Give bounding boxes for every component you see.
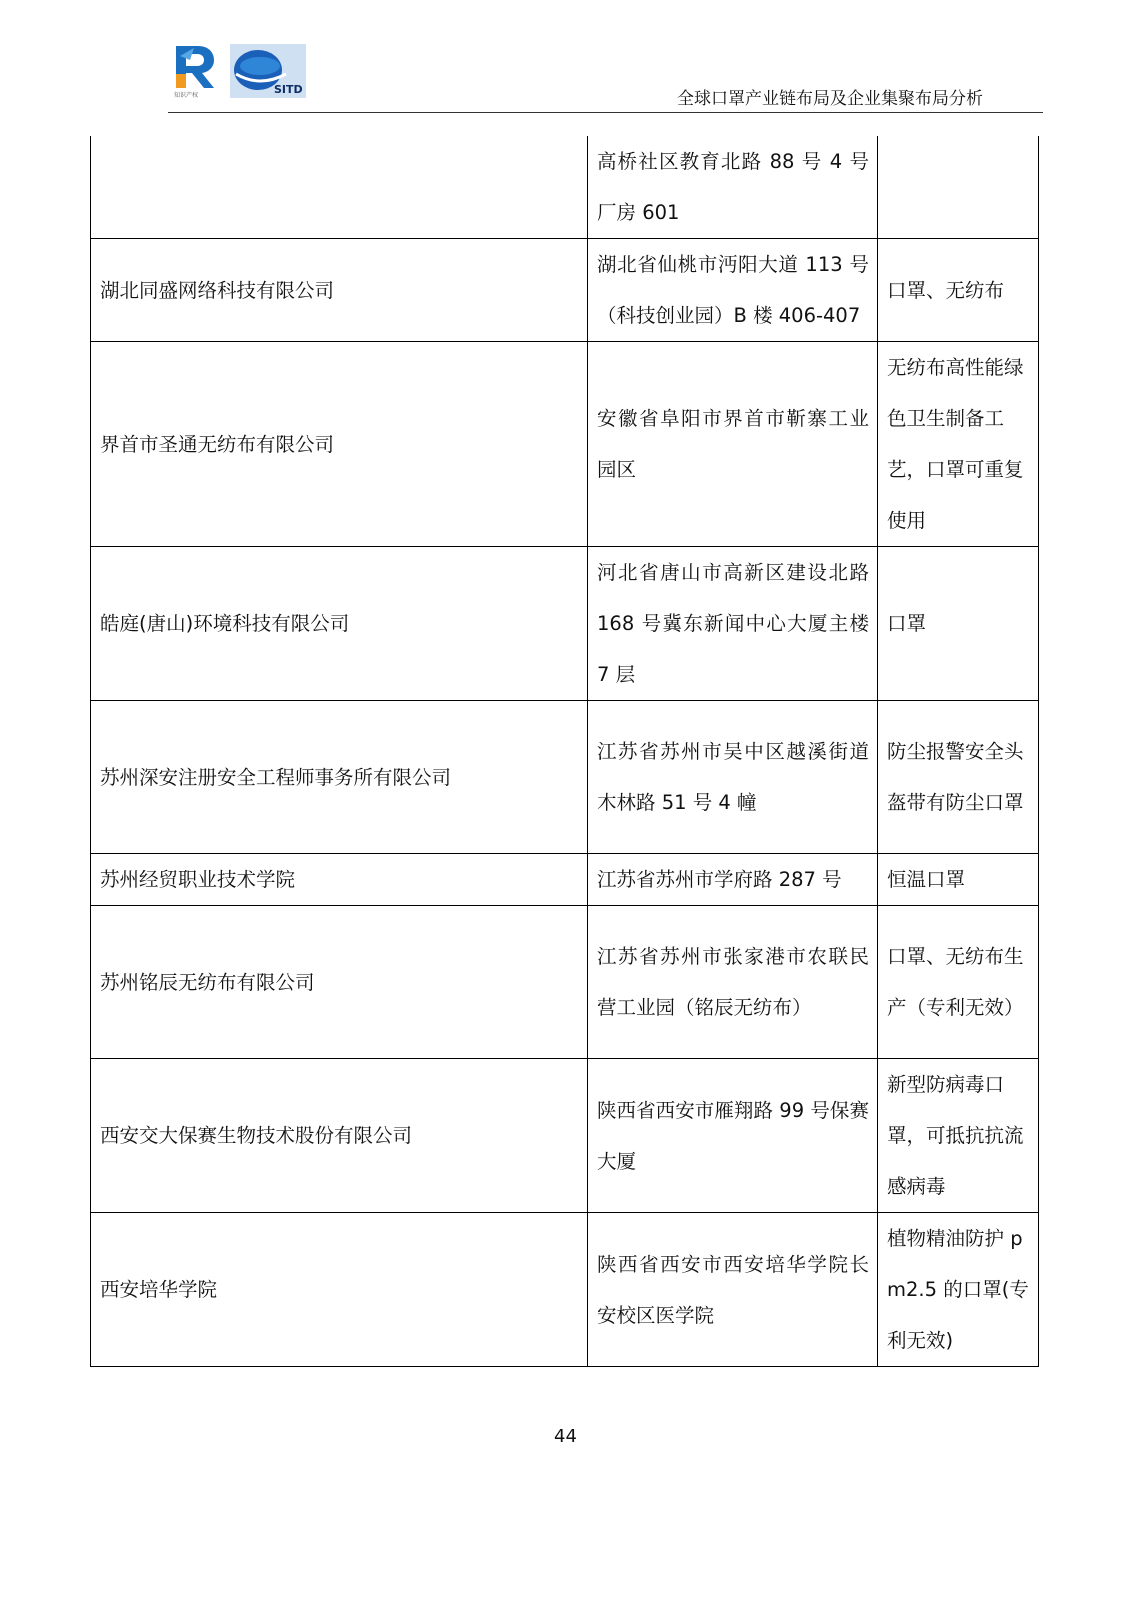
product-cell: 口罩 — [878, 547, 1039, 701]
product-cell — [878, 136, 1039, 239]
table-row — [91, 239, 1039, 342]
company-cell: 西安交大保赛生物技术股份有限公司 — [91, 1059, 588, 1213]
page-number: 44 — [554, 1426, 577, 1447]
table-row — [91, 1213, 1039, 1367]
table-row — [91, 136, 1039, 239]
company-cell: 皓庭(唐山)环境科技有限公司 — [91, 547, 588, 701]
company-cell: 苏州经贸职业技术学院 — [91, 854, 588, 906]
globe-logo-icon — [230, 44, 306, 98]
table-row — [91, 854, 1039, 906]
logo-caption: 知识产权 — [174, 92, 199, 99]
page-header — [168, 42, 1043, 114]
enterprise-table — [90, 136, 1039, 1367]
address-cell: 河北省唐山市高新区建设北路 168 号冀东新闻中心大厦主楼 7 层 — [588, 547, 878, 701]
document-title: 全球口罩产业链布局及企业集聚布局分析 — [677, 89, 983, 109]
address-cell: 江苏省苏州市张家港市农联民营工业园（铭辰无纺布） — [588, 906, 878, 1059]
table-row — [91, 906, 1039, 1059]
address-cell: 高桥社区教育北路 88 号 4 号厂房 601 — [588, 136, 878, 239]
product-cell: 新型防病毒口罩，可抵抗抗流感病毒 — [878, 1059, 1039, 1213]
logo2-text: SITD — [274, 83, 303, 96]
header-rule — [168, 112, 1043, 113]
company-cell: 西安培华学院 — [91, 1213, 588, 1367]
company-cell: 苏州深安注册安全工程师事务所有限公司 — [91, 701, 588, 854]
table-row — [91, 342, 1039, 547]
table-row — [91, 547, 1039, 701]
product-cell: 口罩、无纺布生产（专利无效） — [878, 906, 1039, 1059]
company-cell — [91, 136, 588, 239]
table-row — [91, 1059, 1039, 1213]
address-cell: 陕西省西安市西安培华学院长安校区医学院 — [588, 1213, 878, 1367]
address-cell: 江苏省苏州市吴中区越溪街道木林路 51 号 4 幢 — [588, 701, 878, 854]
product-cell: 无纺布高性能绿色卫生制备工艺，口罩可重复使用 — [878, 342, 1039, 547]
company-cell: 界首市圣通无纺布有限公司 — [91, 342, 588, 547]
company-cell: 苏州铭辰无纺布有限公司 — [91, 906, 588, 1059]
table-row — [91, 701, 1039, 854]
company-cell: 湖北同盛网络科技有限公司 — [91, 239, 588, 342]
address-cell: 江苏省苏州市学府路 287 号 — [588, 854, 878, 906]
address-cell: 湖北省仙桃市沔阳大道 113 号（科技创业园）B 楼 406-407 — [588, 239, 878, 342]
address-cell: 陕西省西安市雁翔路 99 号保赛大厦 — [588, 1059, 878, 1213]
address-cell: 安徽省阜阳市界首市靳寨工业园区 — [588, 342, 878, 547]
product-cell: 植物精油防护 pm2.5 的口罩(专利无效) — [878, 1213, 1039, 1367]
product-cell: 口罩、无纺布 — [878, 239, 1039, 342]
product-cell: 恒温口罩 — [878, 854, 1039, 906]
product-cell: 防尘报警安全头盔带有防尘口罩 — [878, 701, 1039, 854]
